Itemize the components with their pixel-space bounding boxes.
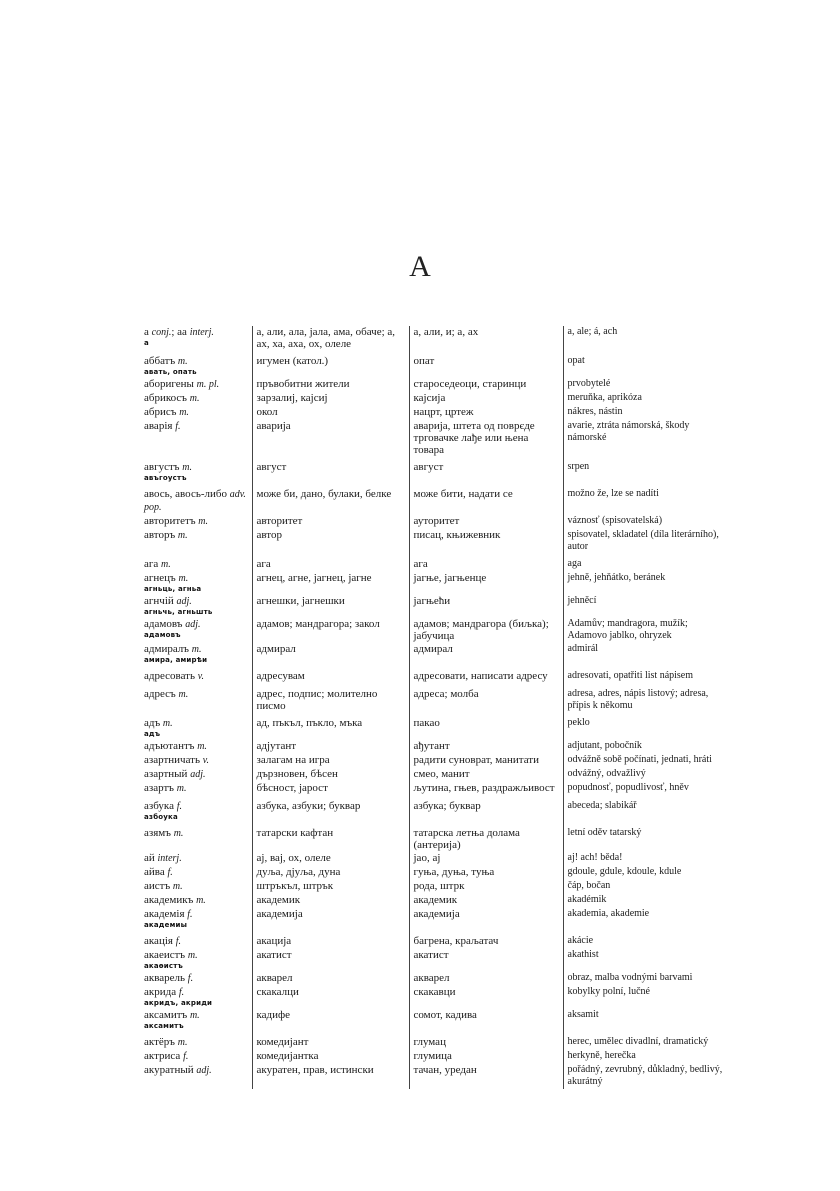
section-letter: A [409, 250, 431, 283]
bulgarian-translation: комедијантка [252, 1050, 409, 1064]
headword-cell [140, 949, 252, 972]
serbian-translation: јао, ај [409, 852, 563, 866]
grammar-label: f. [175, 936, 181, 947]
bulgarian-translation: адрес, подпис; молително писмо [252, 684, 409, 713]
czech-translation: prvobytelé [563, 378, 730, 392]
serbian-translation: може бити, надати се [409, 484, 563, 515]
dictionary-entry [140, 666, 730, 684]
czech-translation: odvážný, odvažlivý [563, 768, 730, 782]
headword-cell [140, 908, 252, 931]
headword: академикъ [144, 894, 194, 906]
dictionary-entry [140, 351, 730, 378]
headword: абрикосъ [144, 392, 187, 404]
headword-cell [140, 515, 252, 529]
headword: адъютантъ [144, 740, 195, 752]
headword-cell [140, 643, 252, 666]
bulgarian-translation: пръвобитни жители [252, 378, 409, 392]
dictionary-entry [140, 796, 730, 823]
bulgarian-translation: акација [252, 931, 409, 949]
headword: агнчій [144, 595, 174, 607]
grammar-label: m. [173, 828, 184, 839]
czech-translation: aj! ach! běda! [563, 852, 730, 866]
bulgarian-translation: адмирал [252, 643, 409, 666]
bulgarian-translation: акатист [252, 949, 409, 972]
dictionary-entry [140, 713, 730, 740]
grammar-label: adv. pop. [144, 489, 246, 513]
czech-translation: herec, umělec divadlní, dramatický [563, 1032, 730, 1050]
headword-cell [140, 392, 252, 406]
headword: акація [144, 935, 173, 947]
grammar-label: m. [187, 950, 198, 961]
czech-translation: akácie [563, 931, 730, 949]
headword-cell [140, 972, 252, 986]
headword: адресовать [144, 670, 195, 682]
headword: а [144, 326, 149, 338]
dictionary-entry [140, 1009, 730, 1032]
headword-cell [140, 1009, 252, 1032]
old-slavonic-form: адъ [144, 730, 161, 738]
grammar-label: m. [198, 516, 209, 527]
dictionary-entry [140, 643, 730, 666]
grammar-label: m. [178, 573, 189, 584]
headword: августъ [144, 461, 180, 473]
headword-cell [140, 406, 252, 420]
headword-cell [140, 713, 252, 740]
bulgarian-translation: зарзалиј, кајсиј [252, 392, 409, 406]
czech-translation: akathist [563, 949, 730, 972]
dictionary-entry [140, 823, 730, 852]
bulgarian-translation: скакалци [252, 986, 409, 1009]
bulgarian-translation: авторитет [252, 515, 409, 529]
grammar-label: f. [187, 909, 193, 920]
bulgarian-translation: агнешки, јагнешки [252, 595, 409, 618]
headword-cell [140, 894, 252, 908]
bulgarian-translation: може би, дано, булаки, белке [252, 484, 409, 515]
grammar-label: f. [187, 973, 194, 984]
dictionary-entry [140, 684, 730, 713]
serbian-translation: нацрт, цртеж [409, 406, 563, 420]
dictionary-entry [140, 484, 730, 515]
old-slavonic-form: амира, амирѣи [144, 656, 208, 664]
grammar-label: m. [172, 881, 183, 892]
headword-cell [140, 782, 252, 796]
headword-cell [140, 740, 252, 754]
dictionary-entry [140, 931, 730, 949]
czech-translation: čáp, bočan [563, 880, 730, 894]
grammar-label: adj. [185, 619, 201, 630]
old-slavonic-form: акридъ, акриди [144, 999, 213, 1007]
old-slavonic-form: агньць, агньа [144, 585, 202, 593]
dictionary-entry [140, 754, 730, 768]
czech-translation: herkyně, herečka [563, 1050, 730, 1064]
dictionary-entry [140, 406, 730, 420]
grammar-label: m. [189, 1010, 200, 1021]
headword: акуратный [144, 1064, 194, 1076]
czech-translation: popudnosť, popudlivosť, hněv [563, 782, 730, 796]
dictionary-entry [140, 986, 730, 1009]
serbian-translation: глумац [409, 1032, 563, 1050]
dictionary-entry [140, 595, 730, 618]
bulgarian-translation: ага [252, 554, 409, 572]
bulgarian-translation: татарски кафтан [252, 823, 409, 852]
grammar-label: m. pl. [196, 379, 220, 390]
czech-translation: jehněcí [563, 595, 730, 618]
bulgarian-translation: ај, вај, ох, олеле [252, 852, 409, 866]
grammar-label: f. [176, 801, 182, 812]
dictionary-entry [140, 972, 730, 986]
bulgarian-translation: академија [252, 908, 409, 931]
czech-translation: kobylky polní, lučné [563, 986, 730, 1009]
headword: акаеистъ [144, 949, 186, 961]
dictionary-entry [140, 618, 730, 643]
czech-translation: možno že, lze se nadíti [563, 484, 730, 515]
headword-cell [140, 931, 252, 949]
dictionary-table [140, 326, 730, 1089]
grammar-label: conj. [151, 327, 172, 338]
grammar-label: m. [162, 718, 173, 729]
grammar-label: m. [177, 530, 188, 541]
bulgarian-translation: игумен (катол.) [252, 351, 409, 378]
serbian-translation: академија [409, 908, 563, 931]
bulgarian-translation: дързновен, бѣсен [252, 768, 409, 782]
serbian-translation: адреса; молба [409, 684, 563, 713]
dictionary-body [140, 326, 730, 1089]
headword-secondary: ; аа [171, 326, 187, 338]
headword-cell [140, 768, 252, 782]
serbian-translation: ага [409, 554, 563, 572]
serbian-translation: адресовати, написати адресу [409, 666, 563, 684]
grammar-label: m. [189, 393, 200, 404]
headword: актёръ [144, 1036, 175, 1048]
old-slavonic-form: аксамитъ [144, 1022, 184, 1030]
bulgarian-translation: адресувам [252, 666, 409, 684]
old-slavonic-form: адамовъ [144, 631, 181, 639]
czech-translation: avarie, ztráta námorská, škody námorské [563, 420, 730, 457]
grammar-label: adj. [190, 769, 206, 780]
grammar-label: f. [175, 421, 181, 432]
czech-translation: pořádný, zevrubný, důkladný, bedlivý, akurátný [563, 1064, 730, 1089]
old-slavonic-form: азбоука [144, 813, 178, 821]
dictionary-entry [140, 782, 730, 796]
czech-translation: adresovati, opatřiti list nápisem [563, 666, 730, 684]
dictionary-entry [140, 908, 730, 931]
old-slavonic-form: агньчь, агньшть [144, 608, 213, 616]
headword: адресъ [144, 688, 176, 700]
dictionary-entry [140, 1064, 730, 1089]
headword: авось, авось-либо [144, 488, 227, 500]
grammar-label: m. [179, 407, 189, 418]
serbian-translation: писац, књижевник [409, 529, 563, 554]
bulgarian-translation: аварија [252, 420, 409, 457]
dictionary-entry [140, 866, 730, 880]
czech-translation: jehně, jehňátko, beránek [563, 572, 730, 595]
dictionary-entry [140, 1050, 730, 1064]
headword: адмиралъ [144, 643, 189, 655]
serbian-translation: глумица [409, 1050, 563, 1064]
czech-translation: letní oděv tatarský [563, 823, 730, 852]
headword-cell [140, 1032, 252, 1050]
headword: аксамитъ [144, 1009, 188, 1021]
bulgarian-translation: агнец, агне, јагнец, јагне [252, 572, 409, 595]
serbian-translation: радити суноврат, манитати [409, 754, 563, 768]
dictionary-entry [140, 880, 730, 894]
czech-translation: obraz, malba vodnými barvami [563, 972, 730, 986]
old-slavonic-form: академиы [144, 921, 188, 929]
headword-cell [140, 595, 252, 618]
headword: аистъ [144, 880, 171, 892]
headword-cell [140, 351, 252, 378]
bulgarian-translation: ад, пъкъл, пъкло, мъка [252, 713, 409, 740]
headword: аббатъ [144, 355, 176, 367]
serbian-translation: опат [409, 351, 563, 378]
czech-translation: aga [563, 554, 730, 572]
headword: авторитетъ [144, 515, 196, 527]
czech-translation: admirál [563, 643, 730, 666]
czech-translation: Adamův; mandragora, mužík; Adamovo jablko, ohryzek [563, 618, 730, 643]
grammar-label: m. [197, 741, 207, 752]
serbian-translation: староседеоци, старинци [409, 378, 563, 392]
headword: агнецъ [144, 572, 176, 584]
headword-cell [140, 618, 252, 643]
headword: айва [144, 866, 165, 878]
czech-translation: spisovatel, skladatel (díla literárního), autor [563, 529, 730, 554]
headword: аварія [144, 420, 173, 432]
headword-cell [140, 529, 252, 554]
headword-cell [140, 823, 252, 852]
czech-translation: aksamit [563, 1009, 730, 1032]
serbian-translation: кајсија [409, 392, 563, 406]
headword-cell [140, 796, 252, 823]
headword: ай [144, 852, 155, 864]
headword: адъ [144, 717, 161, 729]
grammar-label: f. [178, 987, 185, 998]
bulgarian-translation: комедијант [252, 1032, 409, 1050]
serbian-translation: јагњећи [409, 595, 563, 618]
headword-cell [140, 420, 252, 457]
dictionary-entry [140, 457, 730, 484]
czech-translation: akademia, akademie [563, 908, 730, 931]
headword: аборигены [144, 378, 194, 390]
serbian-translation: акатист [409, 949, 563, 972]
serbian-translation: ауторитет [409, 515, 563, 529]
bulgarian-translation: залагам на игра [252, 754, 409, 768]
grammar-label: adj. [176, 596, 192, 607]
bulgarian-translation: азбука, азбуки; буквар [252, 796, 409, 823]
czech-translation: adjutant, pobočník [563, 740, 730, 754]
serbian-translation: багрена, краљатач [409, 931, 563, 949]
bulgarian-translation: а, али, ала, јала, ама, обаче; а, ах, ха, аха, ох, олеле [252, 326, 409, 351]
bulgarian-translation: окол [252, 406, 409, 420]
old-slavonic-form: а [144, 339, 149, 347]
grammar-label: f. [183, 1051, 189, 1062]
headword-cell [140, 684, 252, 713]
grammar-label: v. [202, 755, 209, 766]
serbian-translation: акварел [409, 972, 563, 986]
bulgarian-translation: штръкъл, штрък [252, 880, 409, 894]
bulgarian-translation: адамов; мандрагора; закол [252, 618, 409, 643]
dictionary-entry [140, 392, 730, 406]
headword: авторъ [144, 529, 176, 541]
bulgarian-translation: акуратен, прав, истински [252, 1064, 409, 1089]
serbian-translation: тачан, уредан [409, 1064, 563, 1089]
old-slavonic-form: авать, опать [144, 368, 197, 376]
serbian-translation: рода, штрк [409, 880, 563, 894]
headword-cell [140, 986, 252, 1009]
bulgarian-translation: академик [252, 894, 409, 908]
grammar-label: f. [167, 867, 173, 878]
headword: азартный [144, 768, 188, 780]
headword-cell [140, 378, 252, 392]
grammar-label: m. [177, 1037, 188, 1048]
czech-translation: nákres, nástin [563, 406, 730, 420]
czech-translation: gdoule, gdule, kdoule, kdule [563, 866, 730, 880]
serbian-translation: адамов; мандрагора (биљка); јабучица [409, 618, 563, 643]
grammar-label: m. [177, 356, 188, 367]
headword-cell [140, 1050, 252, 1064]
serbian-translation: скакавци [409, 986, 563, 1009]
headword-cell [140, 852, 252, 866]
bulgarian-translation: акварел [252, 972, 409, 986]
bulgarian-translation: дуља, дјуља, дуна [252, 866, 409, 880]
headword: азямъ [144, 827, 171, 839]
serbian-translation: сомот, кадива [409, 1009, 563, 1032]
serbian-translation: татарска летња долама (антерија) [409, 823, 563, 852]
czech-translation: váznosť (spisovatelská) [563, 515, 730, 529]
czech-translation: meruňka, aprikóza [563, 392, 730, 406]
grammar-label: m. [176, 783, 187, 794]
headword: азартничать [144, 754, 200, 766]
grammar-label: m. [196, 895, 206, 906]
grammar-label: m. [161, 559, 171, 570]
headword: адамовъ [144, 618, 183, 630]
bulgarian-translation: кадифе [252, 1009, 409, 1032]
dictionary-entry [140, 326, 730, 351]
dictionary-entry [140, 378, 730, 392]
dictionary-entry [140, 529, 730, 554]
headword: акварель [144, 972, 186, 984]
serbian-translation: адмирал [409, 643, 563, 666]
serbian-translation: а, али, и; а, ах [409, 326, 563, 351]
headword-cell [140, 754, 252, 768]
headword-cell [140, 484, 252, 515]
headword: азбука [144, 800, 174, 812]
bulgarian-translation: бѣсност, јарост [252, 782, 409, 796]
czech-translation: srpen [563, 457, 730, 484]
serbian-translation: академик [409, 894, 563, 908]
headword-cell [140, 666, 252, 684]
serbian-translation: аварија, штета од поврєде трговачке лађе или њена товара [409, 420, 563, 457]
dictionary-entry [140, 515, 730, 529]
czech-translation: akadémik [563, 894, 730, 908]
serbian-translation: пакао [409, 713, 563, 740]
serbian-translation: јагње, јагњенце [409, 572, 563, 595]
serbian-translation: љутина, гњев, раздражљивост [409, 782, 563, 796]
czech-translation: odvážně sobě počínati, jednati, hráti [563, 754, 730, 768]
grammar-label: adj. [196, 1065, 212, 1076]
bulgarian-translation: август [252, 457, 409, 484]
dictionary-entry [140, 420, 730, 457]
dictionary-entry [140, 572, 730, 595]
dictionary-entry [140, 554, 730, 572]
grammar-label: interj. [157, 853, 182, 864]
grammar-label: m. [178, 689, 189, 700]
grammar-label: m. [182, 462, 192, 473]
bulgarian-translation: адјутант [252, 740, 409, 754]
old-slavonic-form: акаѳистъ [144, 962, 183, 970]
headword: абрисъ [144, 406, 177, 418]
headword: азартъ [144, 782, 174, 794]
grammar-label-secondary: interj. [189, 327, 214, 338]
headword-cell [140, 554, 252, 572]
headword-cell [140, 457, 252, 484]
headword-cell [140, 880, 252, 894]
bulgarian-translation: автор [252, 529, 409, 554]
headword-cell [140, 1064, 252, 1089]
dictionary-entry [140, 768, 730, 782]
serbian-translation: смео, манит [409, 768, 563, 782]
serbian-translation: август [409, 457, 563, 484]
dictionary-entry [140, 740, 730, 754]
czech-translation: abeceda; slabikář [563, 796, 730, 823]
serbian-translation: азбука; буквар [409, 796, 563, 823]
serbian-translation: гуња, дуња, туња [409, 866, 563, 880]
headword-cell [140, 866, 252, 880]
czech-translation: peklo [563, 713, 730, 740]
headword: актриса [144, 1050, 181, 1062]
old-slavonic-form: авъгоустъ [144, 474, 187, 482]
czech-translation: opat [563, 351, 730, 378]
grammar-label: m. [191, 644, 202, 655]
dictionary-entry [140, 949, 730, 972]
grammar-label: v. [197, 671, 204, 682]
headword: акрида [144, 986, 177, 998]
headword-cell [140, 572, 252, 595]
czech-translation: adresa, adres, nápis listový; adresa, přípis k někomu [563, 684, 730, 713]
headword-cell [140, 326, 252, 351]
headword: академія [144, 908, 185, 920]
dictionary-entry [140, 852, 730, 866]
czech-translation: a, ale; á, ach [563, 326, 730, 351]
serbian-translation: ађутант [409, 740, 563, 754]
dictionary-entry [140, 1032, 730, 1050]
headword: ага [144, 558, 159, 570]
dictionary-entry [140, 894, 730, 908]
